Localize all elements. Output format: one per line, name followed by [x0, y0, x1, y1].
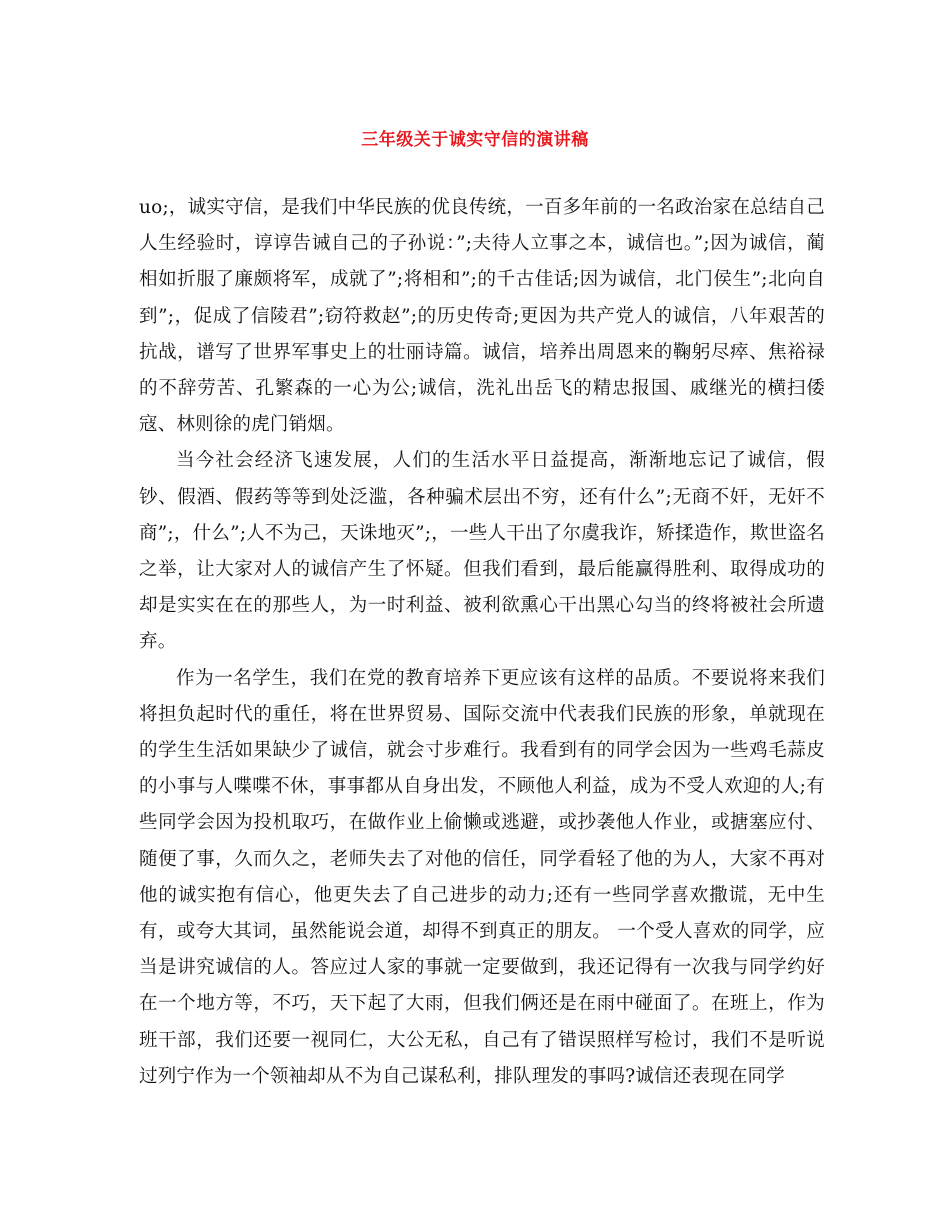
paragraph-1: uo;，诚实守信，是我们中华民族的优良传统，一百多年前的一名政治家在总结自己人生经验时，谆谆告诫自己的子孙说：”;夫待人立事之本，诚信也。”;因为诚信，蔺相如折服了廉颇将军，成就了”;将相和”;的千古佳话;因为诚信，北门侯生”;北向自到”;，促成了信陵君”;窃符救赵”;的历史传奇;更因为共产党人的诚信，八年艰苦的抗战，谱写了世界军事史上的壮丽诗篇。诚信，培养出周恩来的鞠躬尽瘁、焦裕禄的不辞劳苦、孔繁森的一心为公;诚信，洗礼出岳飞的精忠报国、戚继光的横扫倭寇、林则徐的虎门销烟。 [139, 197, 825, 436]
document-title: 三年级关于诚实守信的演讲稿 [361, 130, 589, 150]
paragraph-3: 作为一名学生，我们在党的教育培养下更应该有这样的品质。不要说将来我们将担负起时代的重任，将在世界贸易、国际交流中代表我们民族的形象，单就现在的学生生活如果缺少了诚信，就会寸步难行。我看到有的同学会因为一些鸡毛蒜皮的小事与人喋喋不休，事事都从自身出发，不顾他人利益，成为不受人欢迎的人;有些同学会因为投机取巧，在做作业上偷懒或逃避，或抄袭他人作业，或搪塞应付、随便了事，久而久之，老师失去了对他的信任，同学看轻了他的为人，大家不再对他的诚实抱有信心，他更失去了自己进步的动力;还有一些同学喜欢撒谎，无中生有，或夸大其词，虽然能说会道，却得不到真正的朋友。 一个受人喜欢的同学，应当是讲究诚信的人。答应过人家的事就一定要做到，我还记得有一次我与同学约好在一个地方等，不巧，天下起了大雨，但我们俩还是在雨中碰面了。在班上，作为班干部，我们还要一视同仁，大公无私，自己有了错误照样写检讨，我们不是听说过列宁作为一个领袖却从不为自己谋私利，排队理发的事吗?诚信还表现在同学 [139, 667, 825, 1087]
document-body [139, 190, 825, 1095]
paragraph-2: 当今社会经济飞速发展，人们的生活水平日益提高，渐渐地忘记了诚信，假钞、假酒、假药等等到处泛滥，各种骗术层出不穷，还有什么”;无商不奸，无奸不商”;，什么”;人不为己，天诛地灭”;，一些人干出了尔虞我诈，矫揉造作，欺世盗名之举，让大家对人的诚信产生了怀疑。但我们看到，最后能赢得胜利、取得成功的却是实实在在的那些人，为一时利益、被利欲熏心干出黑心勾当的终将被社会所遗弃。 [139, 450, 826, 653]
